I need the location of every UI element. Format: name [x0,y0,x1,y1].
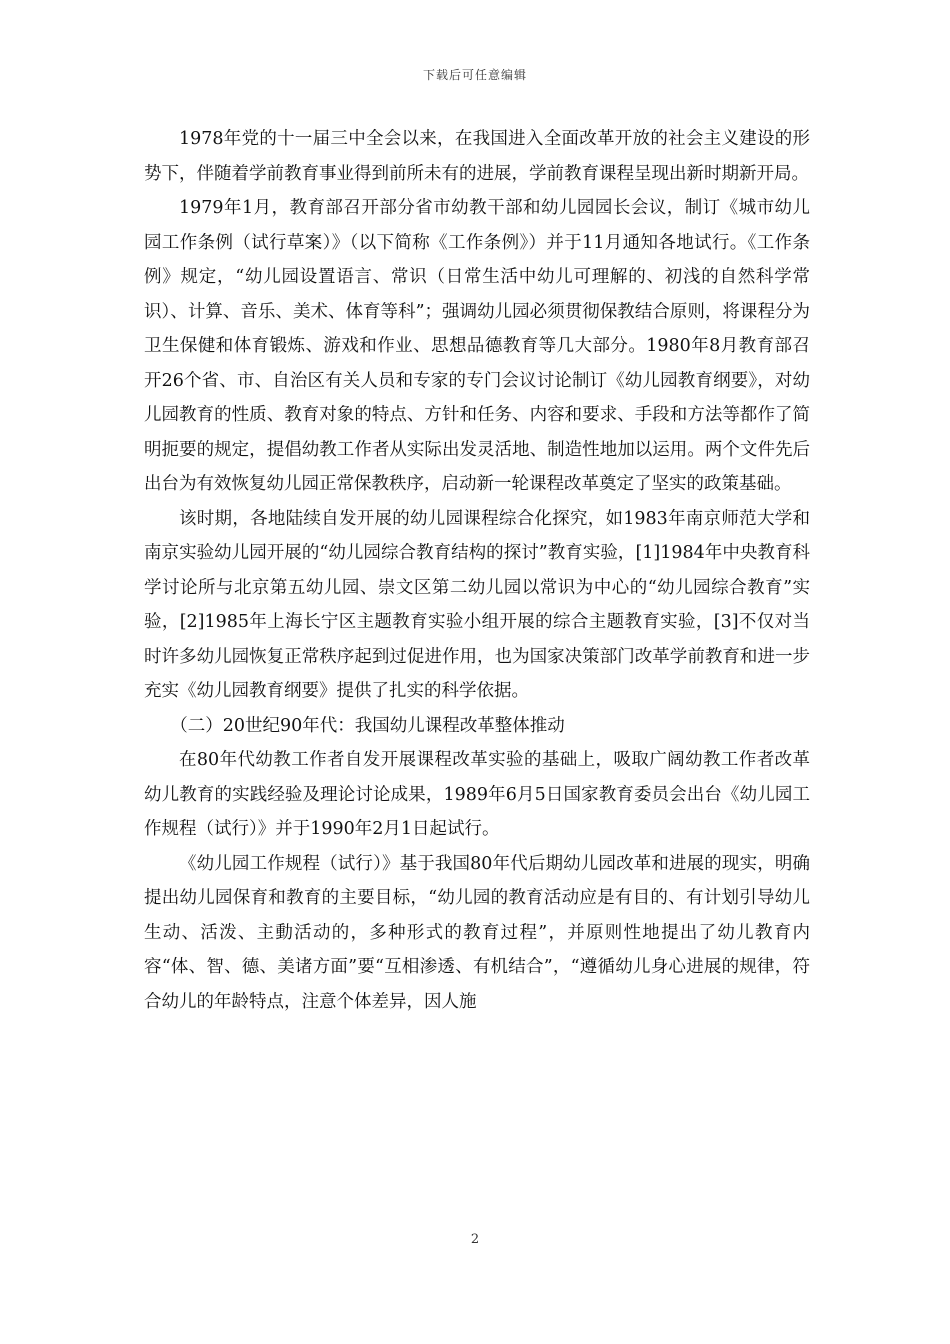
header-note: 下载后可任意编辑 [422,68,527,82]
paragraph-intro: 1978年党的十一届三中全会以来，在我国进入全面改革开放的社会主义建设的形势下，伴随着学前教育事业得到前所未有的进展，学前教育课程呈现出新时期新开局。 [144,129,810,184]
paragraph-1979: 1979年1月，教育部召开部分省市幼教干部和幼儿园园长会议，制订《城市幼儿园工作条例（试行草案）》（以下简称《工作条例》）并于11月通知各地试行。《工作条例》规定，“幼儿园设置语言、常识（日常生活中幼儿可理解的、初浅的自然科学常识）、计算、音乐、美术、体育等科”；强调幼儿园必须贯彻保教结合原则，将课程分为卫生保健和体育锻炼、游戏和作业、思想品德教育等几大部分。1980年8月教育部召开26个省、市、自治区有关人员和专家的专门会议讨论制订《幼儿园教育纲要》，对幼儿园教育的性质、教育对象的特点、方针和任务、内容和要求、手段和方法等都作了简明扼要的规定，提倡幼教工作者从实际出发灵活地、制造性地加以运用。两个文件先后出台为有效恢复幼儿园正常保教秩序，启动新一轮课程改革奠定了坚实的政策基础。 [144,198,810,494]
paragraph-1989: 在80年代幼教工作者自发开展课程改革实验的基础上，吸取广阔幼教工作者改革幼儿教育的实践经验及理论讨论成果，1989年6月5日国家教育委员会出台《幼儿园工作规程（试行）》并于1990年2月1日起试行。 [144,750,810,839]
document-body [144,122,810,1019]
section-heading: （二）20世纪90年代：我国幼儿课程改革整体推动 [170,715,565,736]
paragraph-regulations: 《幼儿园工作规程（试行）》基于我国80年代后期幼儿园改革和进展的现实，明确提出幼儿园保育和教育的主要目标，“幼儿园的教育活动应是有目的、有计划引导幼儿生动、活泼、主動活动的，多种形式的教育过程”，并原则性地提出了幼儿教育内容“体、智、德、美诸方面”要“互相渗透、有机结合”，“遵循幼儿身心进展的规律，符合幼儿的年龄特点，注意个体差异，因人施 [144,853,810,1012]
paragraph-experiments: 该时期，各地陆续自发开展的幼儿园课程综合化探究，如1983年南京师范大学和南京实验幼儿园开展的“幼儿园综合教育结构的探讨”教育实验，[1]1984年中央教育科学讨论所与北京第五幼儿园、崇文区第二幼儿园以常识为中心的“幼儿园综合教育”实验，[2]1985年上海长宁区主题教育实验小组开展的综合主题教育实验，[3]不仅对当时许多幼儿园恢复正常秩序起到过促进作用，也为国家决策部门改革学前教育和进一步充实《幼儿园教育纲要》提供了扎实的科学依据。 [144,508,810,701]
page-number: 2 [470,1232,480,1247]
